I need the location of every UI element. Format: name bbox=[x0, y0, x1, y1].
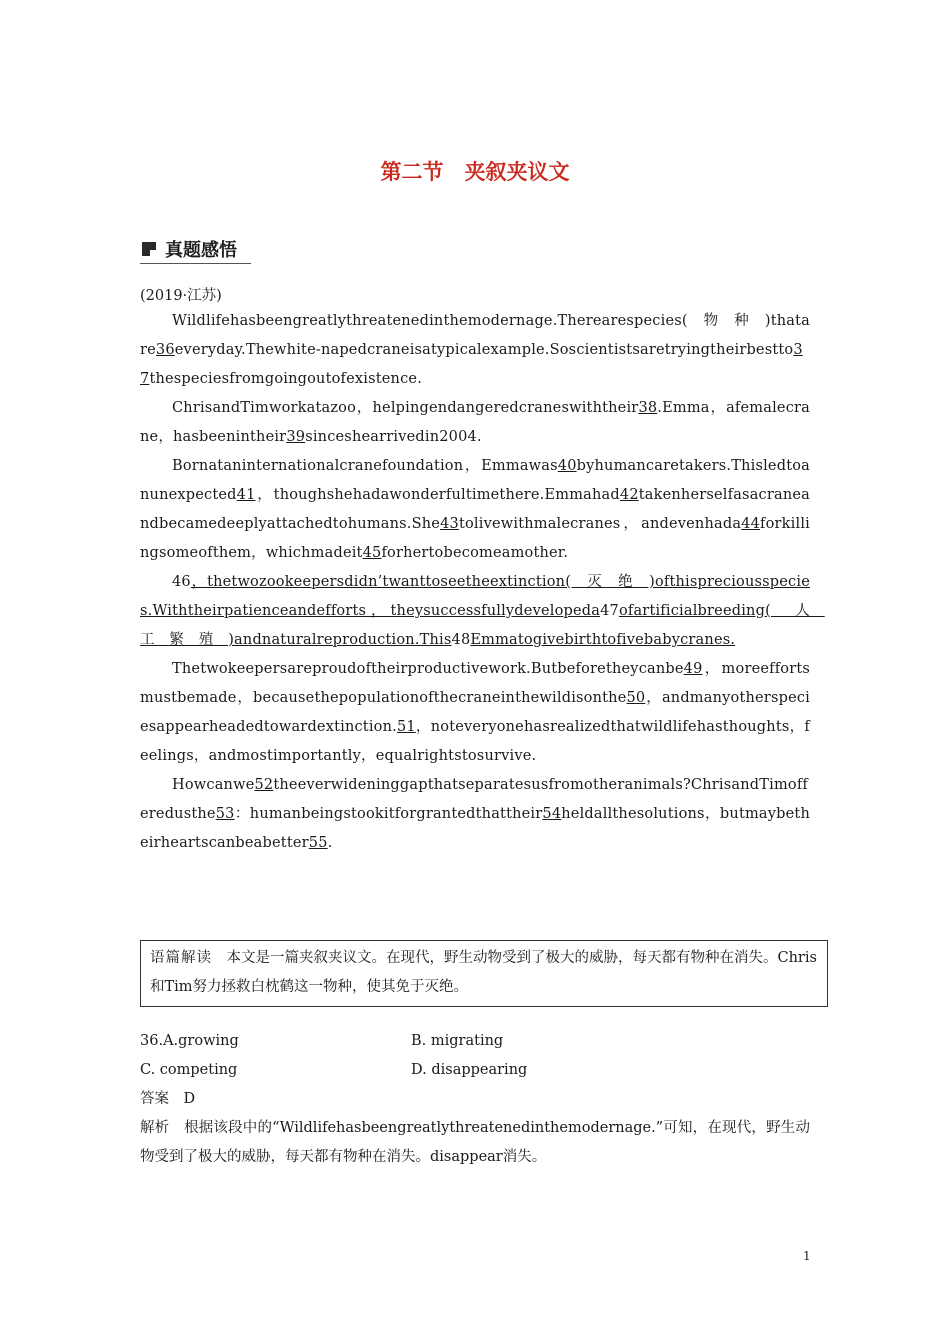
passage-text: . bbox=[327, 835, 333, 851]
passage-text: thespeciesfromgoingoutofexistence. bbox=[149, 371, 423, 387]
passage-text: ：humanbeingstookitforgrantedthattheir bbox=[234, 806, 543, 822]
passage-text: everyday.Thewhite-napedcraneisatypicalexample.Soscientistsaretryingtheirbestto bbox=[174, 342, 794, 358]
passage-paragraph bbox=[140, 771, 810, 858]
passage-text: byhumancaretakers.Thisledtoanunexpected bbox=[140, 458, 810, 503]
passage-text: Howcanwe bbox=[172, 777, 255, 793]
analysis-text: 根据该段中的“Wildlifehasbeengreatlythreatenedinthemodernage.”可知，在现代，野生动物受到了极大的威胁，每天都有物种在消失。disappear消失。 bbox=[140, 1120, 810, 1165]
option-a: A.growing bbox=[163, 1033, 239, 1049]
passage-text: 47 bbox=[600, 603, 619, 619]
passage-paragraph bbox=[140, 568, 825, 655]
question-number-option-a bbox=[140, 1033, 239, 1049]
blank-number: 44 bbox=[741, 516, 761, 532]
passage-text: Bornataninternationalcranefoundation，Emmawas bbox=[172, 458, 558, 474]
passage-text: 46 bbox=[172, 574, 191, 590]
passage-text: Wildlifehasbeengreatlythreatenedinthemodernage.Therearespecies( 物 种 )thatare bbox=[140, 313, 810, 358]
blank-number: 38 bbox=[638, 400, 658, 416]
analysis-block bbox=[140, 1114, 810, 1172]
blank-number: 39 bbox=[286, 429, 306, 445]
blank-number: 42 bbox=[619, 487, 639, 503]
option-d: D. disappearing bbox=[411, 1062, 528, 1078]
passage-paragraph bbox=[140, 394, 810, 452]
answer-line bbox=[140, 1085, 810, 1114]
blank-number: Emmatogivebirthtofivebabycranes. bbox=[470, 632, 736, 648]
blank-number: 49 bbox=[683, 661, 703, 677]
source-label: (2019·江苏) bbox=[140, 288, 222, 304]
blank-number: 50 bbox=[626, 690, 646, 706]
blank-number: 52 bbox=[254, 777, 274, 793]
blank-number: 54 bbox=[542, 806, 562, 822]
page-title: 第二节 夹叙夹议文 bbox=[380, 160, 570, 184]
passage-text: forhertobecomeamother. bbox=[381, 545, 569, 561]
section-label: 真题感悟 bbox=[165, 240, 237, 261]
blank-number: ofartificialbreeding( 人 工 繁 殖 )andnaturalreproduction.This bbox=[140, 603, 825, 648]
passage-text: heldallthesolutions，butmaybetheirheartscanbeabetter bbox=[140, 806, 810, 851]
section-marker-icon bbox=[142, 242, 156, 256]
passage-text: tolivewithmalecranes，andevenhada bbox=[458, 516, 742, 532]
passage-text: 48 bbox=[451, 632, 471, 648]
blank-number: 36 bbox=[155, 342, 175, 358]
summary-text: 本文是一篇夹叙夹议文。在现代，野生动物受到了极大的威胁，每天都有物种在消失。Chris和Tim努力拯救白枕鹤这一物种，使其免于灭绝。 bbox=[150, 950, 817, 995]
blank-number: 45 bbox=[362, 545, 382, 561]
passage-text: theeverwideninggapthatseparatesusfromotheranimals?ChrisandTimofferedusthe bbox=[140, 777, 808, 822]
passage-text: forkillingsomeofthem，whichmadeit bbox=[140, 516, 810, 561]
summary-heading: 语篇解读 bbox=[150, 950, 212, 966]
passage-paragraph bbox=[140, 655, 810, 771]
passage-text: .Emma，afemalecrane，hasbeenintheir bbox=[140, 400, 810, 445]
blank-number: 40 bbox=[557, 458, 577, 474]
passage-paragraph bbox=[140, 307, 810, 394]
section-heading bbox=[140, 236, 251, 264]
analysis-label: 解析 bbox=[140, 1120, 170, 1136]
answer-value: D bbox=[183, 1091, 196, 1107]
page-number: 1 bbox=[803, 1249, 811, 1263]
answer-label: 答案 bbox=[140, 1091, 169, 1107]
passage-text: ，noteveryonehasrealizedthatwildlifehasthoughts，feelings，andmostimportantly，equalrightstosurvive. bbox=[140, 719, 810, 764]
passage-text: Thetwokeepersareproudoftheirproductivework.Butbeforetheycanbe bbox=[172, 661, 684, 677]
option-c: C. competing bbox=[140, 1062, 238, 1078]
passage-text: ，thoughshehadawonderfultimethere.Emmahad bbox=[255, 487, 620, 503]
passage-text: sinceshearrivedin2004. bbox=[305, 429, 482, 445]
question-number: 36. bbox=[140, 1033, 164, 1049]
option-b: B. migrating bbox=[411, 1033, 504, 1049]
blank-number: 43 bbox=[440, 516, 459, 532]
passage bbox=[140, 307, 825, 858]
passage-text: takenherselfasacraneandbecamedeeplyattachedtohumans.She bbox=[140, 487, 810, 532]
blank-number: 53 bbox=[215, 806, 235, 822]
passage-paragraph bbox=[140, 452, 810, 568]
passage-text: ChrisandTimworkatazoo，helpingendangeredcraneswiththeir bbox=[172, 400, 639, 416]
passage-text: ，andmanyotherspeciesappearheadedtowardextinction. bbox=[140, 690, 811, 735]
blank-number: ，thetwozookeepersdidn’twanttoseetheextinction( 灭 绝 )ofthispreciousspecies.Withtheirpatienceandefforts，theysuccessfullydevelopeda bbox=[140, 574, 810, 619]
blank-number: 51 bbox=[396, 719, 416, 735]
blank-number: 41 bbox=[236, 487, 256, 503]
blank-number: 37 bbox=[140, 342, 803, 387]
blank-number: 55 bbox=[308, 835, 328, 851]
summary-box bbox=[140, 940, 828, 1007]
passage-text: ，moreeffortsmustbemade，becausethepopulationofthecraneinthewildisonthe bbox=[140, 661, 810, 706]
